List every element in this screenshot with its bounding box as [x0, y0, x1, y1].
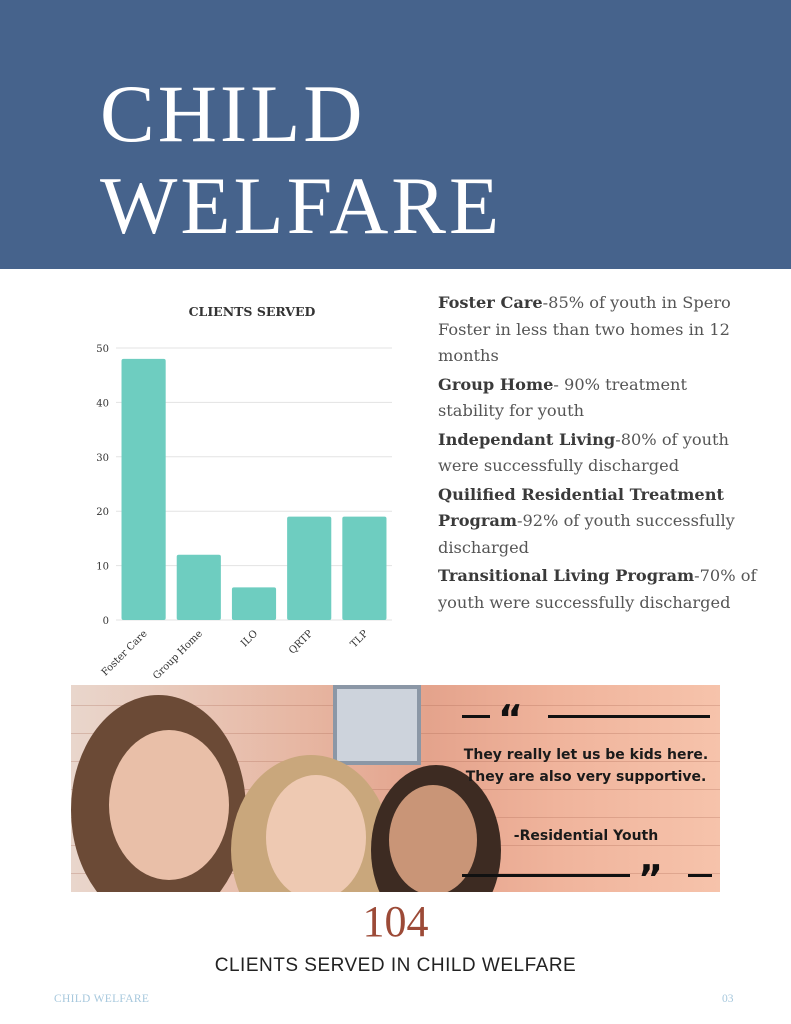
outcome-item — [438, 372, 758, 425]
y-tick-label: 0 — [102, 616, 109, 627]
bar-foster-care — [122, 359, 166, 620]
outcome-label: Foster Care — [438, 293, 543, 312]
clients-total-caption: CLIENTS SERVED IN CHILD WELFARE — [214, 955, 577, 976]
quote-rule — [462, 874, 630, 877]
quote-attribution: -Residential Youth — [513, 828, 659, 844]
outcome-item — [438, 427, 758, 480]
x-tick-label: Foster Care — [99, 628, 150, 679]
outcome-text: - 90% treatment stability for youth — [438, 374, 687, 420]
y-tick-label: 30 — [96, 452, 109, 464]
quote-rule — [688, 874, 712, 877]
x-tick-label: ILO — [239, 628, 261, 650]
chart-svg — [80, 295, 410, 690]
page-title-line-1: CHILD — [100, 68, 366, 159]
outcome-item — [438, 482, 758, 562]
outcome-item — [438, 290, 758, 370]
x-tick-label: Group Home — [151, 628, 205, 683]
x-tick-label: TLP — [348, 628, 371, 651]
outcome-item — [438, 563, 758, 616]
clients-served-chart — [80, 295, 410, 690]
y-tick-label: 20 — [96, 507, 109, 519]
quote-text: They really let us be kids here. They are also very supportive. — [463, 747, 709, 785]
quote-rule — [462, 715, 490, 718]
y-tick-label: 10 — [96, 561, 109, 573]
clients-total-number: 104 — [362, 897, 429, 946]
chart-title: CLIENTS SERVED — [188, 304, 316, 319]
window-image — [333, 685, 421, 765]
bar-qrtp — [287, 517, 331, 620]
outcome-text: -80% of youth were successfully discharged — [438, 429, 729, 475]
bar-ilo — [232, 587, 276, 620]
quote-rule — [548, 715, 710, 718]
page-title-line-2: WELFARE — [100, 160, 503, 251]
bar-group-home — [177, 555, 221, 620]
outcome-label: Quilified Residential Treatment Program — [438, 484, 724, 530]
footer-section-name: CHILD WELFARE — [54, 993, 150, 1005]
outcome-text: -85% of youth in Spero Foster in less than two homes in 12 months — [438, 293, 731, 365]
outcome-text: -92% of youth successfully discharged — [438, 511, 735, 557]
y-tick-label: 50 — [96, 344, 109, 355]
outcome-text: -70% of youth were successfully discharged — [438, 566, 757, 612]
program-outcomes — [438, 290, 758, 618]
outcome-label: Transitional Living Program — [438, 566, 695, 585]
outcome-label: Group Home — [438, 374, 554, 394]
footer-page-number: 03 — [722, 993, 734, 1005]
outcome-label: Independant Living — [438, 429, 616, 449]
bar-tlp — [342, 517, 386, 620]
x-tick-label: QRTP — [287, 628, 316, 657]
close-quote-icon: ” — [638, 857, 663, 901]
open-quote-icon: “ — [498, 697, 523, 741]
y-tick-label: 40 — [96, 398, 109, 410]
testimonial-quote — [460, 697, 715, 901]
